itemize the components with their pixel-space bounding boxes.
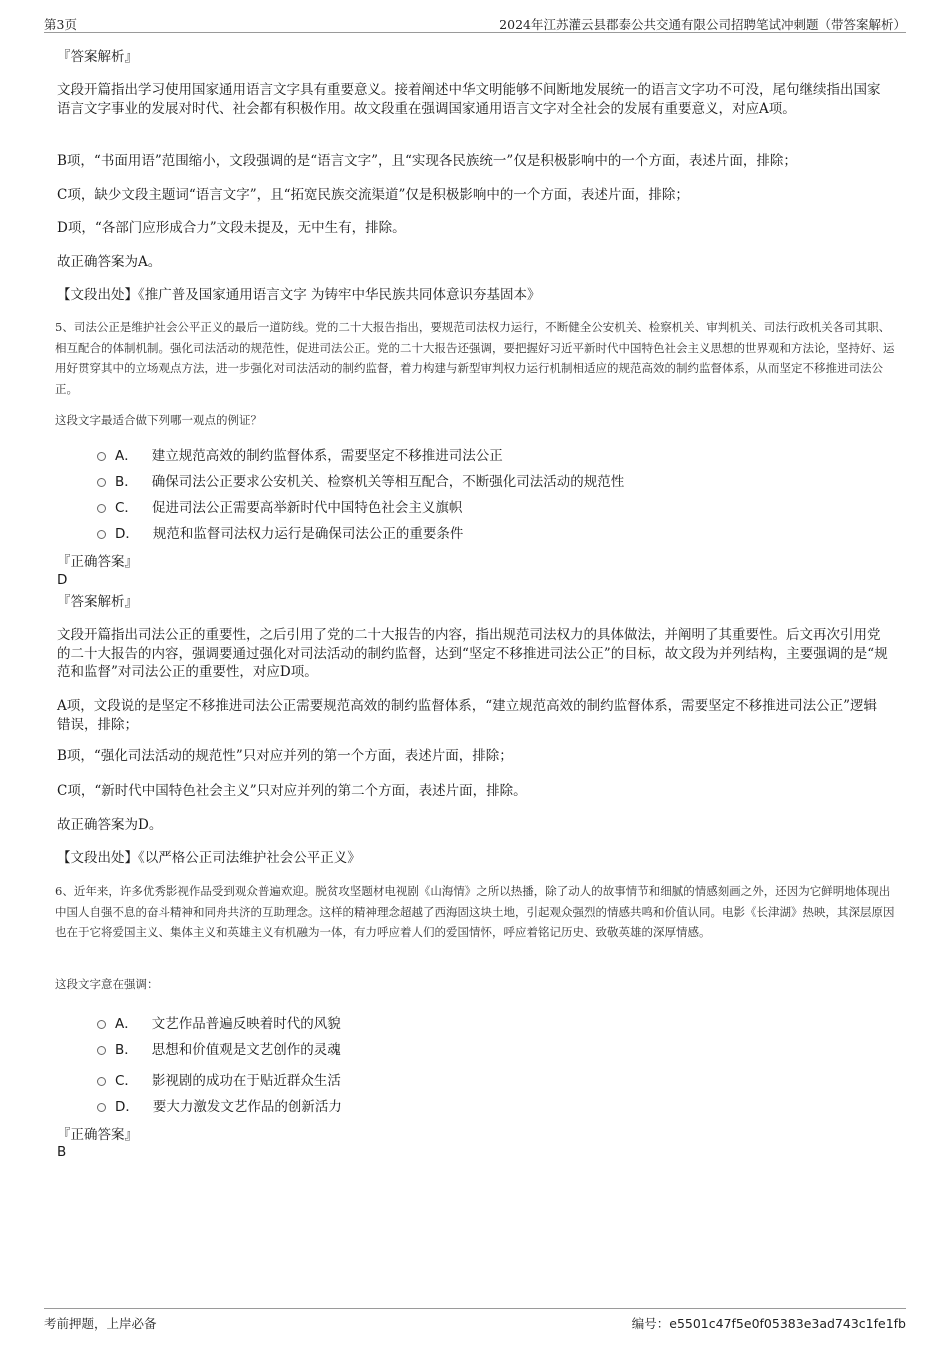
q6-option-b[interactable]: B． 思想和价值观是文艺创作的灵魂 [97, 1041, 341, 1059]
q6-answer-label: 『正确答案』 [57, 1127, 138, 1143]
q5-conclusion: 故正确答案为D。 [57, 817, 163, 833]
q4-analysis-option-d: D项，“各部门应形成合力”文段未提及，无中生有，排除。 [57, 220, 406, 236]
footer-slogan: 考前押题，上岸必备 [44, 1316, 157, 1331]
radio-icon[interactable] [97, 1020, 106, 1029]
q5-option-c[interactable]: C． 促进司法公正需要高举新时代中国特色社会主义旗帜 [97, 499, 462, 517]
radio-icon[interactable] [97, 452, 106, 461]
radio-icon[interactable] [97, 1046, 106, 1055]
q4-source: 【文段出处】《推广普及国家通用语言文字 为铸牢中华民族共同体意识夯基固本》 [57, 287, 541, 303]
document-id: 编号：e5501c47f5e0f05383e3ad743c1fe1fb [631, 1316, 906, 1331]
q6-option-a[interactable]: A． 文艺作品普遍反映着时代的风貌 [97, 1015, 341, 1033]
q6-answer: B [57, 1144, 67, 1160]
q6-stem: 6、近年来，许多优秀影视作品受到观众普遍欢迎。脱贫攻坚题材电视剧《山海情》之所以热播，除了动人的故事情节和细腻的情感刻画之外，还因为它鲜明地体现出中国人自强不息的奋斗精神和同舟共济的互助理念。这样的精神理念超越了西海固这块土地，引起观众强烈的情感共鸣和价值认同。电影《长津湖》热映，其深层原因也在于它将爱国主义、集体主义和英雄主义有机融为一体，有力呼应着人们的爱国情怀，呼应着铭记历史、致敬英雄的深厚情感。 [55, 884, 895, 939]
q5-option-a[interactable]: A． 建立规范高效的制约监督体系，需要坚定不移推进司法公正 [97, 447, 503, 465]
q5-source: 【文段出处】《以严格公正司法维护社会公平正义》 [57, 850, 361, 866]
page-header [44, 12, 906, 33]
q5-question: 这段文字最适合做下列哪一观点的例证？ [55, 413, 262, 427]
q5-analysis-option-c: C项，“新时代中国特色社会主义”只对应并列的第二个方面，表述片面，排除。 [57, 783, 527, 799]
q4-analysis-paragraph: 文段开篇指出学习使用国家通用语言文字具有重要意义。接着阐述中华文明能够不间断地发展统一的语言文字功不可没，尾句继续指出国家语言文字事业的发展对时代、社会都有积极作用。故文段重在强调国家通用语言文字对全社会的发展有重要意义，对应A项。 [57, 82, 881, 117]
q4-analysis-option-b: B项，“书面用语”范围缩小，文段强调的是“语言文字”，且“实现各民族统一”仅是积极影响中的一个方面，表述片面，排除； [57, 153, 797, 169]
radio-icon[interactable] [97, 504, 106, 513]
q6-option-c[interactable]: C． 影视剧的成功在于贴近群众生活 [97, 1072, 341, 1090]
q4-conclusion: 故正确答案为A。 [57, 254, 162, 270]
radio-icon[interactable] [97, 478, 106, 487]
document-title: 2024年江苏灌云县郡泰公共交通有限公司招聘笔试冲刺题（带答案解析） [499, 17, 906, 32]
q5-analysis-paragraph: 文段开篇指出司法公正的重要性，之后引用了党的二十大报告的内容，指出规范司法权力的具体做法，并阐明了其重要性。后文再次引用党的二十大报告的内容，强调要通过强化对司法活动的制约监督，达到“坚定不移推进司法公正”的目标，故文段为并列结构，主要强调的是“规范和监督”对司法公正的重要性，对应D项。 [57, 627, 888, 680]
q4-analysis-label: 『答案解析』 [57, 49, 138, 65]
q6-option-d[interactable]: D． 要大力激发文艺作品的创新活力 [97, 1098, 342, 1116]
page-footer [44, 1308, 906, 1329]
radio-icon[interactable] [97, 1077, 106, 1086]
q5-analysis-option-a: A项，文段说的是坚定不移推进司法公正需要规范高效的制约监督体系，“建立规范高效的制约监督体系，需要坚定不移推进司法公正”逻辑错误，排除； [57, 698, 878, 733]
q4-analysis-option-c: C项，缺少文段主题词“语言文字”，且“拓宽民族交流渠道”仅是积极影响中的一个方面，表述片面，排除； [57, 187, 689, 203]
q5-answer: D [57, 572, 68, 588]
q6-question: 这段文字意在强调： [55, 977, 159, 991]
q5-stem: 5、司法公正是维护社会公平正义的最后一道防线。党的二十大报告指出，要规范司法权力运行，不断健全公安机关、检察机关、审判机关、司法行政机关各司其职、相互配合的体制机制。强化司法活动的规范性，促进司法公正。党的二十大报告还强调，要把握好习近平新时代中国特色社会主义思想的世界观和方法论，坚持好、运用好贯穿其中的立场观点方法，进一步强化对司法活动的制约监督，着力构建与新型审判权力运行机制相适应的规范高效的制约监督体系，从而坚定不移推进司法公正。 [55, 320, 895, 396]
page-number: 第3页 [44, 17, 77, 32]
radio-icon[interactable] [97, 1103, 106, 1112]
q5-option-b[interactable]: B． 确保司法公正要求公安机关、检察机关等相互配合，不断强化司法活动的规范性 [97, 473, 624, 491]
q5-analysis-option-b: B项，“强化司法活动的规范性”只对应并列的第一个方面，表述片面，排除； [57, 748, 513, 764]
q5-answer-label: 『正确答案』 [57, 554, 138, 570]
radio-icon[interactable] [97, 530, 106, 539]
q5-analysis-label: 『答案解析』 [57, 594, 138, 610]
q5-option-d[interactable]: D． 规范和监督司法权力运行是确保司法公正的重要条件 [97, 525, 463, 543]
